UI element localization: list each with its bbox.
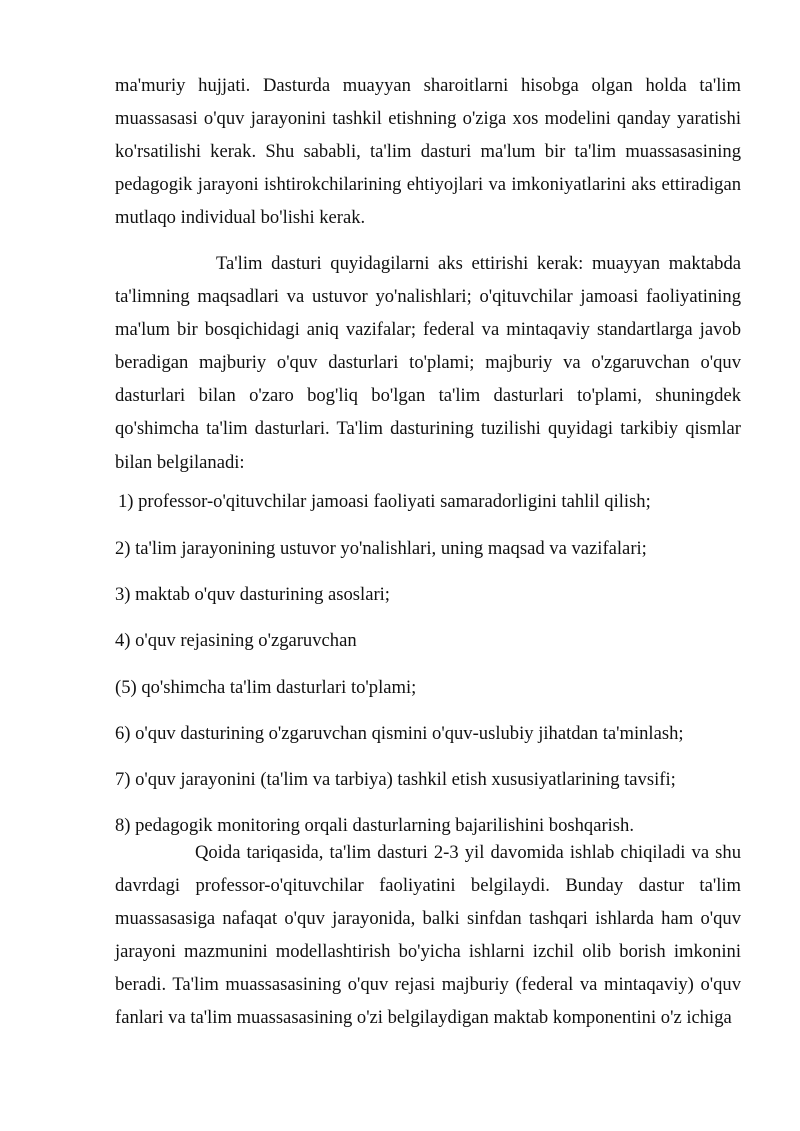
paragraph-program-content: Ta'lim dasturi quyidagilarni aks ettirishi kerak: muayyan maktabda ta'limning maqsadlari va ustuvor yo'nalishlari; o'qituvchilar jamoasi faoliyatining ma'lum bir bosqichidagi aniq vazifalar; federal va mintaqaviy standartlarga javob beradigan majburiy o'quv dasturlari to'plami; majburiy va o'zgaruvchan o'quv dasturlari bilan o'zaro bog'liq bo'lgan ta'lim dasturlari to'plami, shuningdek qo'shimcha ta'lim dasturlari. Ta'lim dasturining tuzilishi quyidagi tarkibiy qismlar bilan belgilanadi: <box>115 253 741 473</box>
list-item: 1) professor-o'qituvchilar jamoasi faoliyati samaradorligini tahlil qilish; <box>118 491 651 512</box>
list-item: (5) qo'shimcha ta'lim dasturlari to'plami; <box>115 677 417 698</box>
list-item: 3) maktab o'quv dasturining asoslari; <box>115 584 390 605</box>
list-item: 2) ta'lim jarayonining ustuvor yo'nalishlari, uning maqsad va vazifalari; <box>115 538 647 559</box>
paragraph-intro: ma'muriy hujjati. Dasturda muayyan sharoitlarni hisobga olgan holda ta'lim muassasasi o'quv jarayonini tashkil etishning o'ziga xos modelini qanday yaratishi ko'rsatilishi kerak. Shu sababli, ta'lim dasturi ma'lum bir ta'lim muassasasining pedagogik jarayoni ishtirokchilarining ehtiyojlari va imkoniyatlarini aks ettiradigan mutlaqo individual bo'lishi kerak. <box>115 75 741 229</box>
list-item: 8) pedagogik monitoring orqali dasturlarning bajarilishini boshqarish. <box>115 815 634 836</box>
list-item: 7) o'quv jarayonini (ta'lim va tarbiya) tashkil etish xususiyatlarining tavsifi; <box>115 769 676 790</box>
list-item: 6) o'quv dasturining o'zgaruvchan qismini o'quv-uslubiy jihatdan ta'minlash; <box>115 723 684 744</box>
paragraph-conclusion: Qoida tariqasida, ta'lim dasturi 2-3 yil davomida ishlab chiqiladi va shu davrdagi professor-o'qituvchilar faoliyatini belgilaydi. Bunday dastur ta'lim muassasasiga nafaqat o'quv jarayonida, balki sinfdan tashqari ishlarda ham o'quv jarayoni mazmunini modellashtirish bo'yicha ishlarni izchil olib borish imkonini beradi. Ta'lim muassasasining o'quv rejasi majburiy (federal va mintaqaviy) o'quv fanlari va ta'lim muassasasining o'zi belgilaydigan maktab komponentini o'z ichiga <box>115 842 741 1029</box>
list-item: 4) o'quv rejasining o'zgaruvchan <box>115 630 357 651</box>
